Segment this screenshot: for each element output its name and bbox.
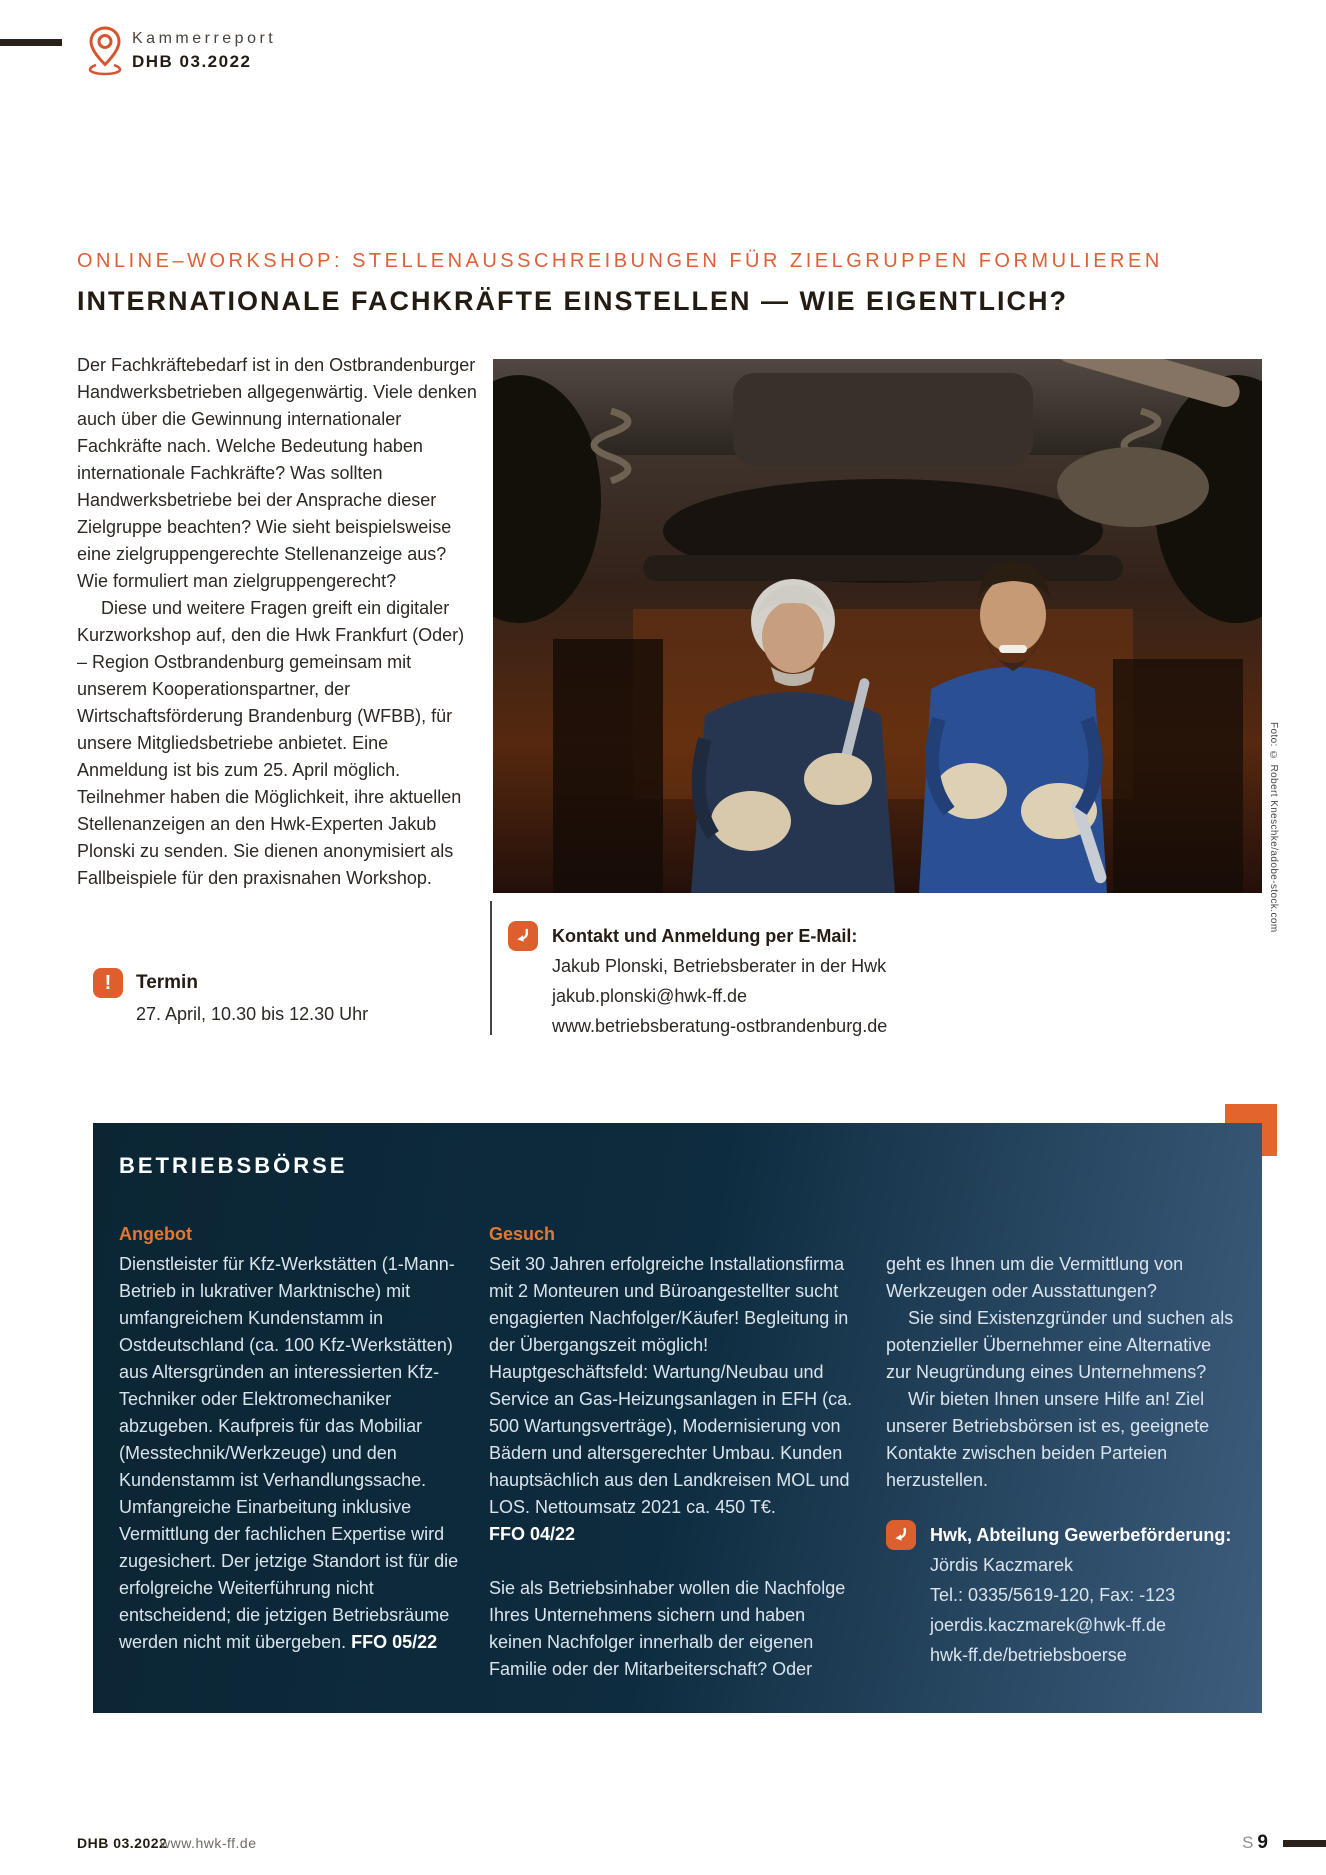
gesuch-header: Gesuch	[489, 1224, 556, 1244]
contact-title: Kontakt und Anmeldung per E-Mail:	[552, 926, 858, 946]
boerse-contact-email: joerdis.kaczmarek@hwk-ff.de	[930, 1615, 1167, 1635]
contact-url: www.betriebsberatung-ostbrandenburg.de	[552, 1016, 888, 1036]
gesuch-text: Seit 30 Jahren erfolgreiche Installationsfirma mit 2 Monteuren und Büroangestellter sucht engagierten Nachfolger/Käufer! Begleitung in der Übergangszeit möglich! Hauptgeschäftsfeld: Wartung/Neubau und Service an Gas-Heizungsanlagen in EFH (ca. 500 Wartungsverträge), Modernisierung von Bädern und altersgerechter Umbau. Kunden hauptsächlich aus den Landkreisen MOL und LOS. Nettoumsatz 2021 ca. 450 T€.	[489, 1254, 853, 1517]
boerse-contact-title: Hwk, Abteilung Gewerbeförderung:	[930, 1525, 1232, 1545]
kicker: ONLINE–WORKSHOP: STELLENAUSSCHREIBUNGEN FÜR ZIELGRUPPEN FORMULIEREN	[77, 250, 1163, 272]
footer-url: www.hwk-ff.de	[160, 1835, 257, 1851]
mechanics-photo-illustration	[493, 359, 1262, 893]
betriebsboerse-panel	[93, 1123, 1262, 1713]
page-num: 9	[1257, 1832, 1268, 1853]
article-body	[77, 352, 477, 892]
footer-issue: DHB 03.2022	[77, 1835, 168, 1851]
boerse-contact-name: Jördis Kaczmarek	[930, 1555, 1074, 1575]
photo-credit: Foto: © Robert Kneschke/adobe-stock.com	[1268, 722, 1279, 933]
article-paragraph-2: Diese und weitere Fragen greift ein digitaler Kurzworkshop auf, den die Hwk Frankfurt (Oder) – Region Ostbrandenburg gemeinsam mit unserem Kooperationspartner, der Wirtschaftsförderung Brandenburg (WFBB), für unsere Mitgliedsbetriebe anbietet. Eine Anmeldung ist bis zum 25. April möglich. Teilnehmer haben die Möglichkeit, ihre aktuellen Stellenanzeigen an den Hwk-Experten Jakub Plonski zu senden. Sie dienen anonymisiert als Fallbeispiele für den praxisnahen Workshop.	[77, 598, 465, 888]
gesuch-code: FFO 04/22	[489, 1524, 576, 1544]
footer-bar	[1283, 1840, 1326, 1847]
article-photo	[493, 359, 1262, 893]
angebot-text: Dienstleister für Kfz-Werkstätten (1-Mann-Betrieb in lukrativer Marktnische) mit umfangreichem Kundenstamm in Ostdeutschland (ca. 100 Kfz-Werkstätten) aus Altersgründen an interessierten Kfz-Techniker oder Elektromechaniker abzugeben. Kaufpreis für das Mobiliar (Messtechnik/Werkzeuge) und den Kundenstamm ist Verhandlungssache. Umfangreiche Einarbeitung inklusive Vermittlung der fachlichen Expertise wird zugesichert. Der jetzige Standort ist für die erfolgreiche Weiterführung nicht entscheidend; die jetzigen Betriebsräume werden nicht mit übergeben.	[119, 1254, 459, 1652]
angebot-column	[119, 1223, 464, 1683]
page-footer	[0, 1832, 1326, 1854]
exclamation-icon: !	[93, 968, 123, 998]
brand-issue: DHB 03.2022	[132, 52, 252, 71]
termin-date: 27. April, 10.30 bis 12.30 Uhr	[136, 1004, 369, 1024]
brand-text	[132, 30, 276, 72]
boerse-contact-phone: Tel.: 0335/5619-120, Fax: -123	[930, 1585, 1176, 1605]
info-paragraph-1: geht es Ihnen um die Vermittlung von Werkzeugen oder Ausstattungen?	[886, 1254, 1184, 1301]
divider	[490, 901, 492, 1035]
brand-name: Kammerreport	[132, 30, 277, 47]
termin-label: Termin	[136, 972, 198, 993]
contact-email: jakub.plonski@hwk-ff.de	[552, 986, 748, 1006]
gesuch-column	[489, 1223, 861, 1683]
masthead	[86, 24, 276, 78]
info-paragraph-3: Wir bieten Ihnen unsere Hilfe an! Ziel unserer Betriebsbörsen ist es, geeignete Kontakte zwischen beiden Parteien herzustellen.	[886, 1389, 1210, 1490]
page-prefix: S	[1242, 1833, 1254, 1852]
headline: INTERNATIONALE FACHKRÄFTE EINSTELLEN — WIE EIGENTLICH?	[77, 286, 1068, 316]
info-column	[886, 1223, 1236, 1683]
panel-title: BETRIEBSBÖRSE	[119, 1153, 348, 1178]
top-left-bar	[0, 39, 62, 46]
termin-note	[93, 968, 368, 1028]
info-paragraph-2: Sie sind Existenzgründer und suchen als potenzieller Übernehmer eine Alternative zur Neugründung eines Unternehmens?	[886, 1308, 1234, 1382]
angebot-header: Angebot	[119, 1224, 192, 1244]
boerse-contact-block	[886, 1520, 1236, 1670]
curved-arrow-icon	[886, 1520, 916, 1550]
angebot-body	[119, 1251, 464, 1656]
gesuch-body	[489, 1251, 861, 1548]
curved-arrow-icon	[508, 921, 538, 951]
page-number	[1242, 1832, 1268, 1854]
panel-columns	[93, 1223, 1262, 1683]
angebot-code: FFO 05/22	[351, 1632, 438, 1652]
article-paragraph-1: Der Fachkräftebedarf ist in den Ostbrandenburger Handwerksbetrieben allgegenwärtig. Viele denken auch über die Gewinnung internationaler Fachkräfte nach. Welche Bedeutung haben internationale Fachkräfte? Was sollten Handwerksbetriebe bei der Ansprache dieser Zielgruppe beachten? Wie sieht beispielsweise eine zielgruppengerechte Stellenanzeige aus? Wie formuliert man zielgruppengerecht?	[77, 355, 477, 591]
gesuch-question: Sie als Betriebsinhaber wollen die Nachfolge Ihres Unternehmens sichern und haben keinen Nachfolger innerhalb der eigenen Familie oder der Mitarbeiterschaft? Oder	[489, 1578, 846, 1679]
location-pin-icon	[86, 24, 124, 78]
boerse-contact-url: hwk-ff.de/betriebsboerse	[930, 1645, 1127, 1665]
contact-block	[508, 921, 887, 1041]
contact-line: Jakub Plonski, Betriebsberater in der Hwk	[552, 956, 887, 976]
